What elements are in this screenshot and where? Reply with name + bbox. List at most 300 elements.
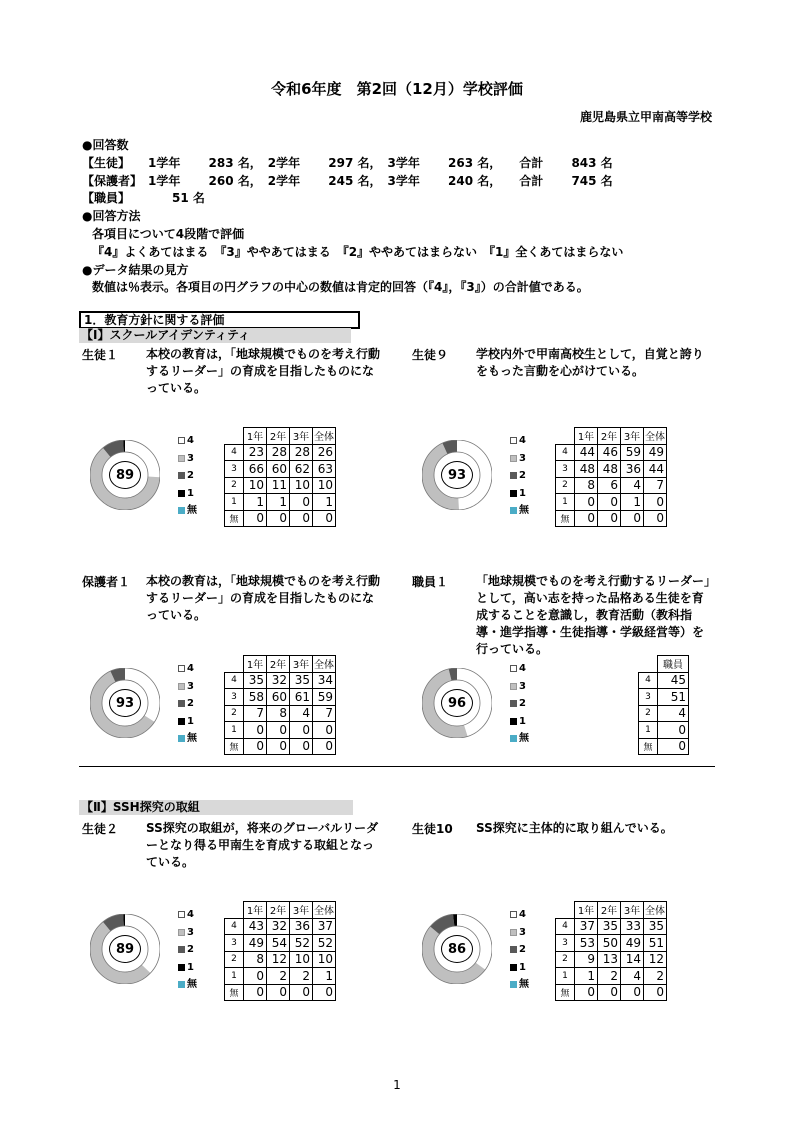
chart-legend — [178, 906, 197, 994]
table-cell: 0 — [313, 722, 336, 739]
row-header: 3 — [556, 461, 575, 478]
donut-center — [90, 668, 160, 738]
question-label: 生徒１ — [82, 348, 119, 362]
donut-chart — [422, 440, 492, 510]
result-table — [555, 901, 667, 1001]
table-cell: 52 — [313, 935, 336, 952]
legend-swatch — [178, 683, 185, 690]
legend-label: 2 — [519, 470, 526, 481]
table-cell: 50 — [598, 935, 621, 952]
subsection-ssh: 【Ⅱ】SSH探究の取組 — [79, 800, 353, 815]
table-cell: 0 — [598, 494, 621, 511]
table-cell: 34 — [313, 672, 336, 689]
table-cell: 1 — [244, 494, 267, 511]
table-row — [225, 951, 336, 968]
table-cell: 0 — [313, 984, 336, 1001]
table-cell: 62 — [290, 461, 313, 478]
legend-item — [178, 906, 197, 924]
legend-swatch — [178, 472, 185, 479]
table-cell: 0 — [244, 510, 267, 527]
donut-center — [422, 668, 492, 738]
row-header: 無 — [225, 738, 244, 755]
table-corner — [639, 656, 658, 673]
legend-item — [510, 713, 529, 731]
table-cell: 0 — [598, 984, 621, 1001]
row-header: 2 — [556, 951, 575, 968]
table-row — [556, 477, 667, 494]
table-cell: 7 — [244, 705, 267, 722]
table-row — [225, 510, 336, 527]
legend-swatch — [178, 964, 185, 971]
table-row — [556, 510, 667, 527]
legend-item — [178, 502, 197, 520]
question-text: 学校内外で甲南高校生として，自覚と誇りをもった言動を心がけている。 — [476, 347, 704, 378]
table-cell: 43 — [244, 918, 267, 935]
table-cell: 60 — [267, 689, 290, 706]
row-header: 2 — [225, 705, 244, 722]
legend-label: 4 — [187, 909, 194, 920]
table-cell: 0 — [644, 494, 667, 511]
legend-label: 4 — [519, 909, 526, 920]
legend-item — [178, 678, 197, 696]
table-cell: 51 — [658, 689, 689, 706]
legend-item — [510, 695, 529, 713]
legend-swatch — [178, 507, 185, 514]
row-header: 3 — [225, 935, 244, 952]
table-cell: 36 — [290, 918, 313, 935]
row-header: 1 — [225, 968, 244, 985]
chart-legend — [510, 906, 529, 994]
row-header: 2 — [225, 951, 244, 968]
table-row — [225, 689, 336, 706]
table-row — [225, 722, 336, 739]
method-line2: 『4』よくあてはまる 『3』ややあてはまる 『2』ややあてはまらない 『1』全くあてはまらない — [92, 244, 624, 259]
table-cell: 60 — [267, 461, 290, 478]
row-header: 1 — [639, 722, 658, 739]
table-cell: 0 — [290, 984, 313, 1001]
table-cell: 4 — [658, 705, 689, 722]
legend-swatch — [510, 507, 517, 514]
question-label: 生徒２ — [82, 822, 119, 836]
row-header: 1 — [556, 494, 575, 511]
legend-item — [510, 502, 529, 520]
chart-legend — [178, 660, 197, 748]
table-cell: 0 — [313, 510, 336, 527]
legend-swatch — [178, 490, 185, 497]
table-cell: 11 — [267, 477, 290, 494]
legend-item — [510, 467, 529, 485]
table-row — [556, 951, 667, 968]
question-label: 生徒10 — [412, 822, 453, 836]
table-cell: 0 — [658, 722, 689, 739]
table-cell: 10 — [313, 477, 336, 494]
question-text: 本校の教育は，「地球規模でものを考え行動するリーダー」の育成を目指したものになっている。 — [146, 574, 381, 622]
row-header: 3 — [225, 461, 244, 478]
table-cell: 12 — [267, 951, 290, 968]
row-header: 4 — [225, 672, 244, 689]
legend-label: 4 — [187, 663, 194, 674]
legend-label: 3 — [187, 452, 194, 464]
row-header: 3 — [556, 935, 575, 952]
table-cell: 4 — [621, 477, 644, 494]
table-cell: 51 — [644, 935, 667, 952]
legend-swatch — [178, 665, 185, 672]
column-header: 3年 — [621, 902, 644, 919]
table-cell: 0 — [644, 510, 667, 527]
legend-label: 無 — [519, 733, 529, 744]
legend-swatch — [510, 964, 517, 971]
table-cell: 48 — [598, 461, 621, 478]
column-header: 1年 — [244, 902, 267, 919]
legend-swatch — [510, 735, 517, 742]
table-cell: 0 — [244, 722, 267, 739]
table-corner — [556, 428, 575, 445]
column-header: 2年 — [267, 428, 290, 445]
table-cell: 0 — [621, 984, 644, 1001]
legend-item — [510, 941, 529, 959]
legend-swatch — [510, 929, 517, 936]
column-header: 1年 — [575, 902, 598, 919]
table-row — [556, 968, 667, 985]
table-cell: 63 — [313, 461, 336, 478]
table-cell: 0 — [244, 984, 267, 1001]
donut-center-value: 93 — [109, 689, 141, 717]
table-row — [225, 461, 336, 478]
table-row — [556, 494, 667, 511]
table-row — [639, 689, 689, 706]
table-row — [225, 918, 336, 935]
legend-swatch — [510, 911, 517, 918]
table-cell: 52 — [290, 935, 313, 952]
table-corner — [225, 428, 244, 445]
table-cell: 0 — [644, 984, 667, 1001]
row-header: 1 — [225, 494, 244, 511]
table-cell: 35 — [598, 918, 621, 935]
legend-swatch — [178, 911, 185, 918]
donut-center-value: 89 — [109, 461, 141, 489]
table-cell: 0 — [598, 510, 621, 527]
donut-center — [422, 914, 492, 984]
table-cell: 0 — [290, 494, 313, 511]
column-header: 全体 — [644, 428, 667, 445]
column-header: 3年 — [621, 428, 644, 445]
table-cell: 36 — [621, 461, 644, 478]
table-cell: 7 — [313, 705, 336, 722]
result-table — [555, 427, 667, 527]
table-cell: 35 — [644, 918, 667, 935]
legend-label: 2 — [187, 698, 194, 709]
column-header: 2年 — [598, 428, 621, 445]
column-header: 2年 — [598, 902, 621, 919]
table-cell: 59 — [313, 689, 336, 706]
column-header: 3年 — [290, 902, 313, 919]
column-header: 2年 — [267, 902, 290, 919]
legend-item — [510, 660, 529, 678]
table-cell: 0 — [621, 510, 644, 527]
row-header: 4 — [639, 672, 658, 689]
table-row — [225, 935, 336, 952]
row-header: 4 — [225, 444, 244, 461]
table-header — [225, 656, 336, 673]
legend-swatch — [510, 472, 517, 479]
legend-swatch — [178, 946, 185, 953]
table-header — [225, 902, 336, 919]
legend-swatch — [178, 929, 185, 936]
legend-swatch — [510, 437, 517, 444]
legend-label: 無 — [187, 979, 197, 990]
table-cell: 0 — [290, 722, 313, 739]
legend-item — [178, 713, 197, 731]
table-cell: 10 — [290, 477, 313, 494]
question-label: 職員１ — [412, 575, 449, 589]
legend-label: 3 — [519, 680, 526, 692]
legend-item — [178, 959, 197, 977]
legend-label: 1 — [187, 715, 194, 727]
result-table — [224, 427, 336, 527]
table-corner — [225, 656, 244, 673]
table-cell: 26 — [313, 444, 336, 461]
legend-label: 3 — [519, 452, 526, 464]
table-cell: 1 — [267, 494, 290, 511]
table-cell: 28 — [290, 444, 313, 461]
row-header: 1 — [225, 722, 244, 739]
row-header: 無 — [639, 738, 658, 755]
row-header: 2 — [556, 477, 575, 494]
table-cell: 0 — [575, 510, 598, 527]
table-row — [225, 444, 336, 461]
result-table — [224, 901, 336, 1001]
column-header: 全体 — [644, 902, 667, 919]
table-cell: 1 — [313, 968, 336, 985]
table-cell: 2 — [267, 968, 290, 985]
table-cell: 0 — [575, 494, 598, 511]
legend-swatch — [510, 718, 517, 725]
table-row — [225, 738, 336, 755]
respondents-students: 【生徒】 1学年 283 名， 2学年 297 名， 3学年 263 名， 合計 843 名 — [82, 155, 613, 170]
row-header: 無 — [556, 510, 575, 527]
donut-center — [90, 440, 160, 510]
column-header: 全体 — [313, 902, 336, 919]
legend-item — [178, 730, 197, 748]
legend-item — [178, 467, 197, 485]
table-cell: 1 — [575, 968, 598, 985]
legend-label: 2 — [187, 944, 194, 955]
legend-item — [178, 660, 197, 678]
table-cell: 0 — [290, 510, 313, 527]
table-cell: 37 — [575, 918, 598, 935]
table-cell: 49 — [244, 935, 267, 952]
legend-item — [510, 730, 529, 748]
question-text: SS探究に主体的に取り組んでいる。 — [476, 821, 673, 835]
table-cell: 54 — [267, 935, 290, 952]
donut-chart — [422, 668, 492, 738]
legend-swatch — [510, 981, 517, 988]
legend-swatch — [178, 718, 185, 725]
table-cell: 4 — [290, 705, 313, 722]
donut-chart — [90, 668, 160, 738]
table-cell: 48 — [575, 461, 598, 478]
chart-legend — [510, 660, 529, 748]
divider — [79, 766, 715, 767]
table-cell: 10 — [244, 477, 267, 494]
legend-label: 1 — [187, 487, 194, 499]
donut-chart — [90, 914, 160, 984]
legend-label: 無 — [187, 505, 197, 516]
legend-label: 1 — [519, 961, 526, 973]
donut-chart — [90, 440, 160, 510]
table-cell: 2 — [598, 968, 621, 985]
legend-item — [510, 959, 529, 977]
table-cell: 32 — [267, 672, 290, 689]
table-cell: 12 — [644, 951, 667, 968]
table-cell: 10 — [313, 951, 336, 968]
respondents-heading: ●回答数 — [82, 138, 129, 152]
legend-label: 無 — [519, 505, 529, 516]
table-row — [639, 722, 689, 739]
table-cell: 0 — [267, 738, 290, 755]
column-header: 職員 — [658, 656, 689, 673]
section-title: 1．教育方針に関する評価 — [79, 311, 360, 329]
table-cell: 61 — [290, 689, 313, 706]
legend-swatch — [510, 946, 517, 953]
result-table — [224, 655, 336, 755]
row-header: 4 — [225, 918, 244, 935]
table-corner — [556, 902, 575, 919]
method-line1: 各項目について4段階で評価 — [92, 226, 245, 241]
legend-label: 4 — [187, 435, 194, 446]
table-cell: 45 — [658, 672, 689, 689]
donut-center-value: 89 — [109, 935, 141, 963]
row-header: 2 — [225, 477, 244, 494]
table-cell: 8 — [267, 705, 290, 722]
table-cell: 13 — [598, 951, 621, 968]
legend-swatch — [510, 490, 517, 497]
row-header: 無 — [556, 984, 575, 1001]
legend-item — [178, 485, 197, 503]
column-header: 全体 — [313, 428, 336, 445]
donut-center — [90, 914, 160, 984]
table-cell: 23 — [244, 444, 267, 461]
row-header: 1 — [556, 968, 575, 985]
table-cell: 7 — [644, 477, 667, 494]
table-cell: 32 — [267, 918, 290, 935]
table-row — [225, 494, 336, 511]
legend-label: 2 — [519, 698, 526, 709]
legend-label: 1 — [519, 715, 526, 727]
legend-swatch — [178, 455, 185, 462]
legend-item — [510, 432, 529, 450]
page-number: 1 — [393, 1078, 401, 1092]
table-row — [556, 984, 667, 1001]
row-header: 3 — [225, 689, 244, 706]
column-header: 全体 — [313, 656, 336, 673]
legend-label: 3 — [187, 680, 194, 692]
legend-item — [510, 678, 529, 696]
table-cell: 44 — [575, 444, 598, 461]
legend-label: 無 — [187, 733, 197, 744]
table-cell: 0 — [290, 738, 313, 755]
table-row — [225, 705, 336, 722]
legend-item — [178, 924, 197, 942]
row-header: 4 — [556, 444, 575, 461]
row-header: 無 — [225, 984, 244, 1001]
legend-item — [178, 432, 197, 450]
table-cell: 4 — [621, 968, 644, 985]
question-text: SS探究の取組が，将来のグローバルリーダーとなり得る甲南生を育成する取組となっている。 — [146, 821, 379, 869]
legend-label: 1 — [519, 487, 526, 499]
table-cell: 53 — [575, 935, 598, 952]
table-cell: 0 — [575, 984, 598, 1001]
column-header: 1年 — [244, 656, 267, 673]
table-header — [556, 902, 667, 919]
table-header — [556, 428, 667, 445]
legend-label: 1 — [187, 961, 194, 973]
legend-item — [510, 450, 529, 468]
table-cell: 59 — [621, 444, 644, 461]
table-cell: 14 — [621, 951, 644, 968]
table-cell: 0 — [244, 968, 267, 985]
table-cell: 35 — [290, 672, 313, 689]
table-cell: 8 — [575, 477, 598, 494]
legend-item — [510, 976, 529, 994]
legend-item — [178, 976, 197, 994]
legend-label: 2 — [187, 470, 194, 481]
legend-label: 無 — [519, 979, 529, 990]
legend-label: 3 — [187, 926, 194, 938]
table-cell: 0 — [658, 738, 689, 755]
row-header: 2 — [639, 705, 658, 722]
table-cell: 8 — [244, 951, 267, 968]
chart-legend — [510, 432, 529, 520]
table-cell: 0 — [244, 738, 267, 755]
table-cell: 2 — [644, 968, 667, 985]
legend-label: 3 — [519, 926, 526, 938]
table-cell: 0 — [313, 738, 336, 755]
legend-swatch — [510, 700, 517, 707]
table-cell: 0 — [267, 510, 290, 527]
donut-center — [422, 440, 492, 510]
table-cell: 44 — [644, 461, 667, 478]
chart-legend — [178, 432, 197, 520]
table-row — [225, 984, 336, 1001]
legend-label: 4 — [519, 435, 526, 446]
table-row — [225, 477, 336, 494]
table-cell: 28 — [267, 444, 290, 461]
page-title: 令和6年度 第2回（12月）学校評価 — [271, 80, 523, 98]
legend-swatch — [178, 437, 185, 444]
result-table — [638, 655, 689, 755]
reading-heading: ●データ結果の見方 — [82, 262, 189, 277]
subsection-identity: 【Ⅰ】スクールアイデンティティ — [79, 328, 351, 343]
table-cell: 10 — [290, 951, 313, 968]
legend-item — [178, 695, 197, 713]
table-row — [639, 738, 689, 755]
respondents-staff: 【職員】 51 名 — [82, 191, 205, 206]
table-cell: 49 — [621, 935, 644, 952]
legend-label: 4 — [519, 663, 526, 674]
legend-swatch — [178, 700, 185, 707]
table-row — [556, 444, 667, 461]
column-header: 2年 — [267, 656, 290, 673]
legend-swatch — [510, 665, 517, 672]
row-header: 4 — [556, 918, 575, 935]
legend-swatch — [510, 455, 517, 462]
table-corner — [225, 902, 244, 919]
legend-item — [510, 924, 529, 942]
donut-center-value: 96 — [441, 689, 473, 717]
table-cell: 1 — [313, 494, 336, 511]
reading-line1: 数値は％表示。各項目の円グラフの中心の数値は肯定的回答（『4』，『3』）の合計値である。 — [92, 280, 589, 295]
